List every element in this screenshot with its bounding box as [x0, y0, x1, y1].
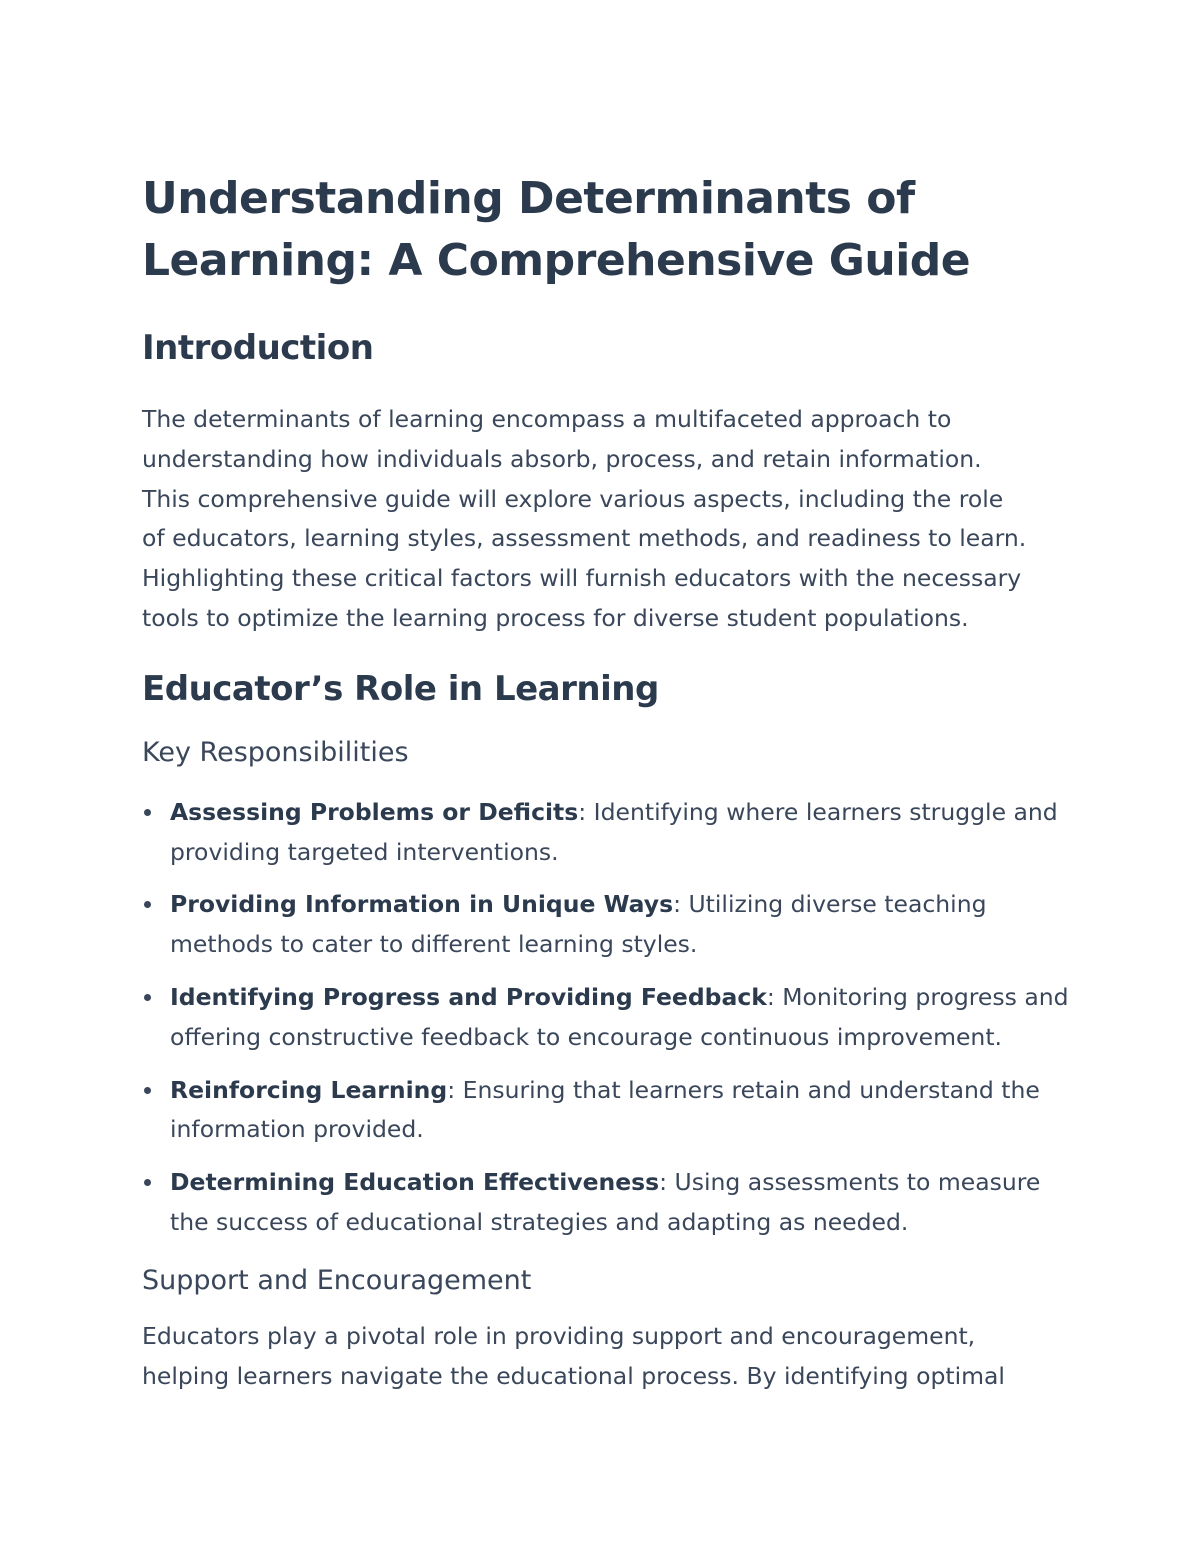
list-item-text: : Utilizing diverse teaching — [673, 890, 987, 919]
list-item-text: : Using assessments to measure — [659, 1168, 1041, 1197]
list-item-line: information provided. — [170, 1115, 424, 1144]
list-item-line: methods to cater to different learning styles. — [170, 930, 698, 959]
paragraph-line: of educators, learning styles, assessment methods, and readiness to learn. — [142, 524, 1027, 553]
paragraph-line: The determinants of learning encompass a multifaceted approach to — [142, 405, 952, 433]
list-item-line: offering constructive feedback to encourage continuous improvement. — [170, 1022, 1003, 1051]
list-item-line — [170, 1071, 1067, 1111]
bullet-icon — [144, 1087, 151, 1094]
list-item-text: : Monitoring progress and — [766, 982, 1069, 1011]
introduction-paragraph — [142, 400, 1067, 639]
bullet-icon — [144, 809, 151, 816]
list-item-line — [170, 885, 1067, 925]
list-item — [142, 793, 1067, 873]
title-line: Learning: A Comprehensive Guide — [142, 235, 971, 286]
list-item — [142, 1071, 1067, 1151]
list-item-text: : Ensuring that learners retain and understand the — [447, 1075, 1040, 1104]
paragraph-line: Highlighting these critical factors will furnish educators with the necessary — [142, 564, 1022, 593]
title-line: Understanding Determinants of — [142, 173, 915, 224]
document-title — [142, 168, 1067, 292]
paragraph-line: tools to optimize the learning process for diverse student populations. — [142, 603, 969, 632]
list-item-term: Providing Information in Unique Ways — [170, 890, 674, 919]
list-item-term: Assessing Problems or Deficits — [170, 797, 579, 826]
responsibilities-list — [142, 793, 1067, 1243]
educator-role-heading: Educator’s Role in Learning — [142, 668, 659, 709]
list-item-line — [170, 793, 1067, 833]
support-paragraph — [142, 1317, 1067, 1397]
list-item-text: : Identifying where learners struggle and — [578, 797, 1058, 826]
list-item — [142, 885, 1067, 965]
list-item-line — [170, 978, 1067, 1018]
paragraph-line: helping learners navigate the educational process. By identifying optimal — [142, 1361, 1005, 1390]
key-responsibilities-heading: Key Responsibilities — [142, 736, 409, 768]
list-item-line — [170, 1163, 1067, 1203]
introduction-heading: Introduction — [142, 328, 374, 368]
list-item-line: the success of educational strategies and adapting as needed. — [170, 1207, 909, 1236]
paragraph-line: This comprehensive guide will explore various aspects, including the role — [142, 484, 1004, 513]
support-heading: Support and Encouragement — [142, 1264, 532, 1296]
list-item — [142, 1163, 1067, 1243]
list-item-line: providing targeted interventions. — [170, 837, 559, 866]
list-item-term: Reinforcing Learning — [170, 1075, 448, 1104]
bullet-icon — [144, 994, 151, 1001]
list-item-term: Determining Education Effectiveness — [170, 1168, 660, 1197]
paragraph-line: Educators play a pivotal role in providing support and encouragement, — [142, 1321, 976, 1350]
list-item — [142, 978, 1067, 1058]
bullet-icon — [144, 901, 151, 908]
bullet-icon — [144, 1179, 151, 1186]
paragraph-line: understanding how individuals absorb, process, and retain information. — [142, 444, 982, 473]
list-item-term: Identifying Progress and Providing Feedback — [170, 982, 767, 1011]
document-page — [142, 168, 1067, 1396]
